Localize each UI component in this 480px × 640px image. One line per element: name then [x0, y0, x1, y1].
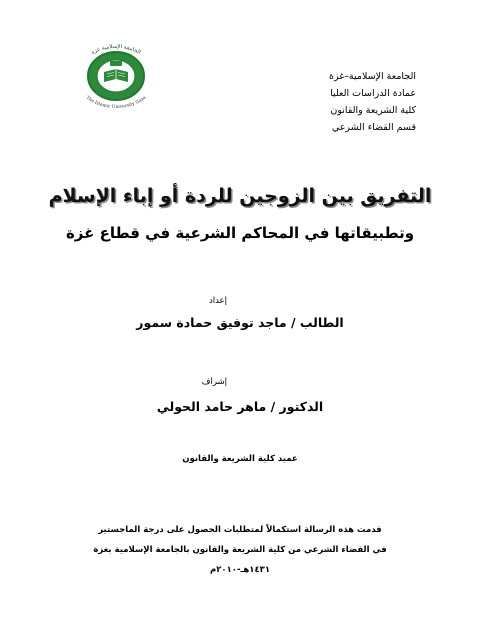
- submission-line-2: في القضاء الشرعي من كلية الشريعة والقانون بالجامعة الإسلامية بغزة: [93, 545, 387, 555]
- thesis-subtitle: وتطبيقاتها في المحاكم الشرعية في قطاع غزة: [65, 224, 415, 242]
- university-logo: [66, 40, 166, 110]
- logo-english-text: The Islamic University Gaza: [84, 95, 148, 110]
- supervision-label: إشراف: [201, 377, 227, 387]
- faculty-name: كلية الشريعة والقانون: [330, 105, 416, 116]
- submission-line-1: قدمت هذه الرسالة استكمالاً لمتطلبات الحصول على درجة الماجستير: [98, 525, 382, 535]
- submission-date: ١٤٣١هـ-٢٠١٠م: [209, 565, 271, 575]
- supervisor-position: عميد كلية الشريعة والقانون: [182, 454, 298, 464]
- deanship-name: عمادة الدراسات العليا: [330, 88, 416, 99]
- logo-arabic-text: الجامعة الإسلامية غزة: [90, 43, 142, 56]
- logo-top-mark: [110, 61, 122, 66]
- student-name: الطالب / ماجد توفيق حمادة سمور: [136, 315, 344, 330]
- department-name: قسم القضاء الشرعي: [331, 122, 416, 133]
- supervisor-name: الدكتور / ماهر حامد الحولي: [156, 399, 324, 414]
- institution-header: [329, 68, 416, 136]
- thesis-title: التفريق بين الزوجين للردة أو إباء الإسلام: [48, 185, 432, 207]
- university-name: الجامعة الإسلامية–غزة: [328, 71, 416, 82]
- submission-statement: [0, 520, 480, 580]
- prepared-by-label: إعداد: [208, 296, 227, 306]
